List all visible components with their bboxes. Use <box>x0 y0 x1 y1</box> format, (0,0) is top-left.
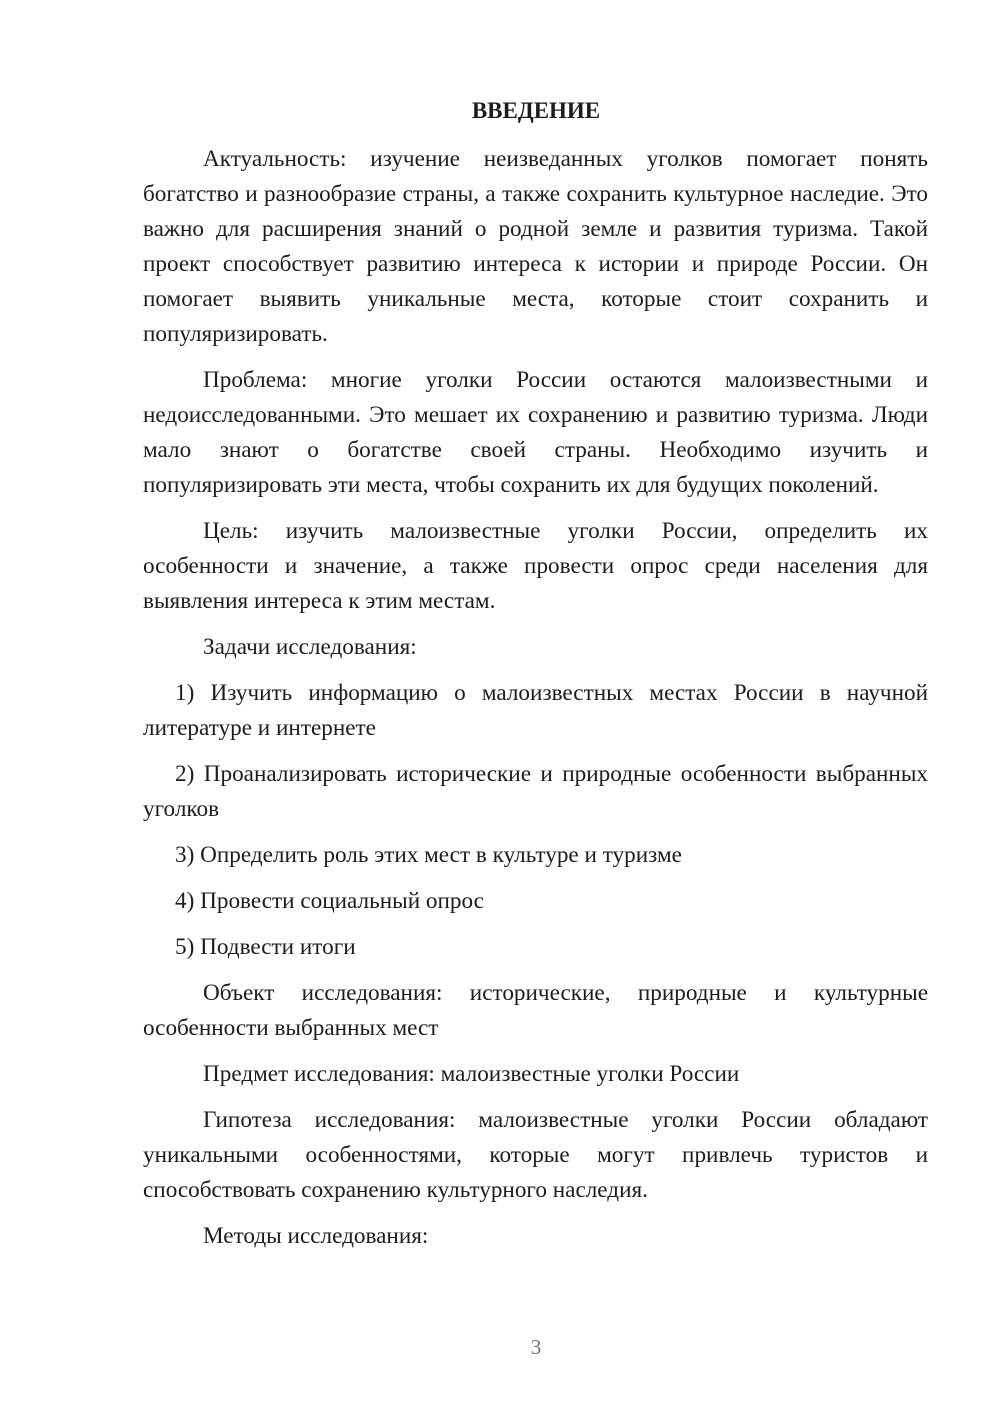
paragraph-object: Объект исследования: исторические, природные и культурные особенности выбранных мест <box>143 980 928 1041</box>
section-title: ВВЕДЕНИЕ <box>471 98 601 123</box>
paragraph-problem: Проблема: многие уголки России остаются малоизвестными и недоисследованными. Это мешает их сохранению и развитию туризма. Люди мало знают о богатстве своей страны. Необходимо изучить и популяризировать эти места, чтобы сохранить их для будущих поколений. <box>143 367 928 498</box>
task-item-4: 4) Провести социальный опрос <box>175 888 484 914</box>
task-item-3: 3) Определить роль этих мест в культуре и туризме <box>175 842 682 868</box>
body-text <box>143 142 928 1265</box>
page-number: 3 <box>530 1335 542 1359</box>
paragraph-relevance: Актуальность: изучение неизведанных уголков помогает понять богатство и разнообразие страны, а также сохранить культурное наследие. Это важно для расширения знаний о родной земле и развития туризма. Такой проект способствует развитию интереса к истории и природе России. Он помогает выявить уникальные места, которые стоит сохранить и популяризировать. <box>143 146 928 347</box>
task-item-1: 1) Изучить информацию о малоизвестных местах России в научной литературе и интернете <box>143 680 928 741</box>
paragraph-goal: Цель: изучить малоизвестные уголки России, определить их особенности и значение, а также провести опрос среди населения для выявления интереса к этим местам. <box>143 518 928 614</box>
paragraph-tasks-heading: Задачи исследования: <box>203 634 417 660</box>
paragraph-subject: Предмет исследования: малоизвестные уголки России <box>203 1061 740 1087</box>
paragraph-hypothesis: Гипотеза исследования: малоизвестные уголки России обладают уникальными особенностями, которые могут привлечь туристов и способствовать сохранению культурного наследия. <box>143 1107 928 1203</box>
task-item-2: 2) Проанализировать исторические и природные особенности выбранных уголков <box>143 761 928 822</box>
task-item-5: 5) Подвести итоги <box>175 934 356 960</box>
paragraph-methods: Методы исследования: <box>203 1223 429 1249</box>
